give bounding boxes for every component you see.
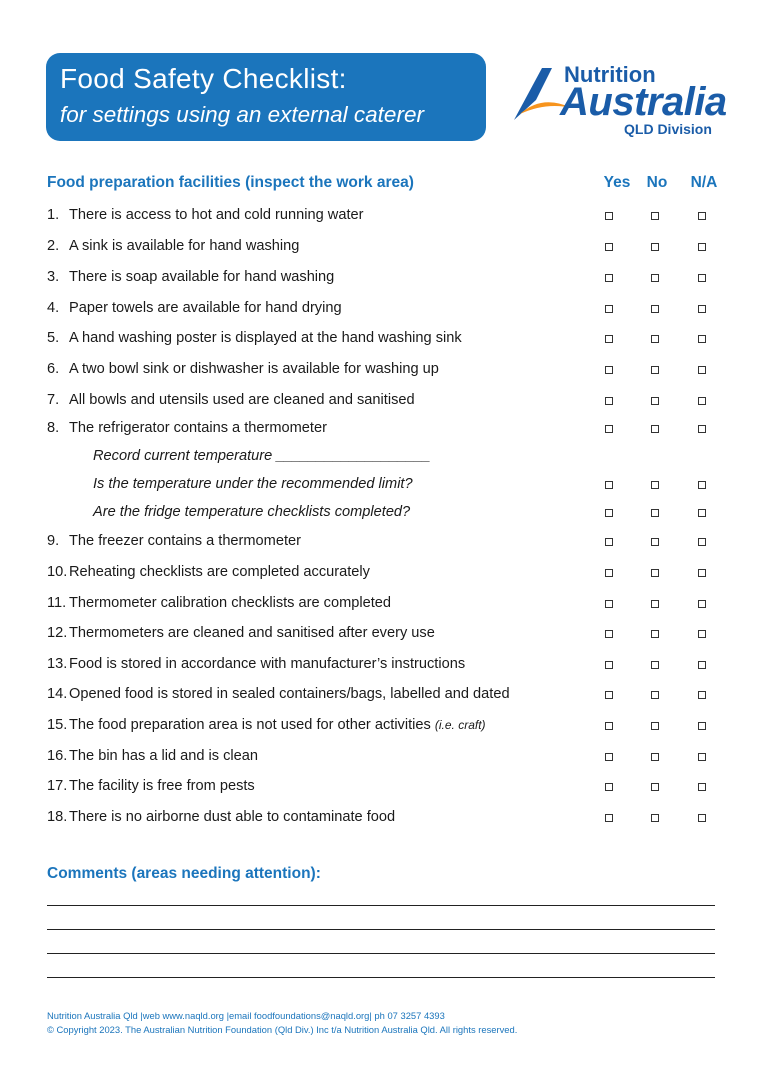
item-number: 3. — [47, 269, 60, 285]
item-text-main: The facility is free from pests — [69, 778, 255, 794]
item-number: 8. — [47, 420, 60, 436]
logo-division: QLD Division — [624, 121, 712, 137]
checkbox-na[interactable] — [698, 366, 706, 374]
comment-line[interactable] — [47, 905, 715, 906]
checkbox-yes[interactable] — [605, 661, 613, 669]
checklist-item — [0, 595, 768, 619]
checkbox-yes[interactable] — [605, 274, 613, 282]
comment-line[interactable] — [47, 953, 715, 954]
checkbox-yes[interactable] — [605, 814, 613, 822]
item-text-main: The bin has a lid and is clean — [69, 748, 259, 764]
item-number: 1. — [47, 207, 60, 223]
checkbox-no[interactable] — [651, 600, 659, 608]
item-number: 2. — [47, 238, 60, 254]
checkbox-no[interactable] — [651, 212, 659, 220]
checkbox-na[interactable] — [698, 212, 706, 220]
footer-contact: Nutrition Australia Qld |web www.naqld.org |email foodfoundations@naqld.org| ph 07 3257 4393 — [47, 1010, 445, 1021]
checklist-item — [0, 717, 768, 741]
checkbox-yes[interactable] — [605, 212, 613, 220]
title-banner — [46, 53, 486, 141]
checkbox-na[interactable] — [698, 569, 706, 577]
nutrition-australia-logo — [512, 58, 727, 142]
item-text — [69, 717, 486, 733]
checklist-item — [0, 392, 768, 416]
comment-line[interactable] — [47, 977, 715, 978]
comment-line[interactable] — [47, 929, 715, 930]
item-text-main: All bowls and utensils used are cleaned and sanitised — [69, 392, 415, 408]
checkbox-no[interactable] — [651, 630, 659, 638]
item-text — [69, 533, 301, 549]
checkbox-yes[interactable] — [605, 630, 613, 638]
checklist-item — [0, 420, 768, 444]
checkbox-no[interactable] — [651, 691, 659, 699]
document-subtitle: for settings using an external caterer — [60, 102, 424, 127]
item-text — [69, 809, 395, 825]
item-text-main: Record current temperature ___________________ — [93, 448, 431, 464]
checklist-item — [0, 625, 768, 649]
checkbox-no[interactable] — [651, 538, 659, 546]
checkbox-yes[interactable] — [605, 397, 613, 405]
checklist-item — [0, 656, 768, 680]
footer-copyright: © Copyright 2023. The Australian Nutrition Foundation (Qld Div.) Inc t/a Nutrition Australia Qld. All rights reserved. — [47, 1024, 518, 1035]
checkbox-no[interactable] — [651, 397, 659, 405]
checkbox-yes[interactable] — [605, 305, 613, 313]
item-number: 7. — [47, 392, 60, 408]
checkbox-yes[interactable] — [605, 509, 613, 517]
item-text-main: There is no airborne dust able to contaminate food — [69, 809, 396, 825]
checkbox-no[interactable] — [651, 243, 659, 251]
item-text-main: Is the temperature under the recommended limit? — [93, 476, 413, 492]
checkbox-na[interactable] — [698, 397, 706, 405]
comments-heading: Comments (areas needing attention): — [47, 865, 321, 882]
checkbox-no[interactable] — [651, 509, 659, 517]
item-text-main: The refrigerator contains a thermometer — [69, 420, 327, 436]
checklist-item — [0, 533, 768, 557]
checklist-item — [0, 330, 768, 354]
item-text — [69, 748, 258, 764]
item-text-main: There is soap available for hand washing — [69, 269, 335, 285]
checklist-item — [0, 361, 768, 385]
item-text — [93, 476, 413, 492]
logo-word-australia: Australia — [560, 80, 727, 124]
checkbox-na[interactable] — [698, 305, 706, 313]
checkbox-yes[interactable] — [605, 569, 613, 577]
checkbox-no[interactable] — [651, 366, 659, 374]
item-number: 9. — [47, 533, 60, 549]
checkbox-yes[interactable] — [605, 366, 613, 374]
item-number: 18. — [47, 809, 68, 825]
checklist-item — [0, 564, 768, 588]
item-text — [69, 238, 299, 254]
item-text-main: A two bowl sink or dishwasher is available for washing up — [69, 361, 439, 377]
item-text-main: A sink is available for hand washing — [69, 238, 300, 254]
checkbox-no[interactable] — [651, 425, 659, 433]
checkbox-na[interactable] — [698, 691, 706, 699]
checkbox-yes[interactable] — [605, 538, 613, 546]
checkbox-yes[interactable] — [605, 722, 613, 730]
checkbox-na[interactable] — [698, 335, 706, 343]
checkbox-no[interactable] — [651, 569, 659, 577]
item-text-main: Thermometers are cleaned and sanitised after every use — [69, 625, 435, 641]
checkbox-no[interactable] — [651, 661, 659, 669]
checkbox-na[interactable] — [698, 753, 706, 761]
item-number: 14. — [47, 686, 68, 702]
checklist-item — [0, 300, 768, 324]
item-text-main: Reheating checklists are completed accurately — [69, 564, 370, 580]
checkbox-na[interactable] — [698, 814, 706, 822]
item-text — [69, 625, 435, 641]
document-title: Food Safety Checklist: — [60, 63, 347, 94]
item-number: 10. — [47, 564, 68, 580]
column-no-header: No — [646, 174, 668, 191]
item-text — [69, 778, 255, 794]
item-text — [69, 595, 391, 611]
item-text — [69, 300, 342, 316]
checkbox-na[interactable] — [698, 722, 706, 730]
item-text-main: The freezer contains a thermometer — [69, 533, 301, 549]
item-number: 17. — [47, 778, 68, 794]
item-text-main: A hand washing poster is displayed at the hand washing sink — [69, 330, 462, 346]
checkbox-yes[interactable] — [605, 335, 613, 343]
item-text-main: Food is stored in accordance with manufacturer’s instructions — [69, 656, 466, 672]
checkbox-no[interactable] — [651, 783, 659, 791]
item-number: 12. — [47, 625, 68, 641]
checklist-item — [0, 748, 768, 772]
checkbox-yes[interactable] — [605, 481, 613, 489]
checklist-item — [0, 686, 768, 710]
item-text — [69, 686, 510, 702]
item-number: 6. — [47, 361, 60, 377]
item-text-main: Opened food is stored in sealed containers/bags, labelled and dated — [69, 686, 510, 702]
item-text — [69, 330, 462, 346]
checkbox-na[interactable] — [698, 274, 706, 282]
logo-word-nutrition: Nutrition — [564, 62, 656, 87]
checkbox-no[interactable] — [651, 753, 659, 761]
checklist-item — [0, 207, 768, 231]
item-number: 13. — [47, 656, 68, 672]
item-text — [69, 564, 370, 580]
item-note: (i.e. craft) — [434, 718, 486, 732]
checklist-item — [0, 809, 768, 833]
checkbox-no[interactable] — [651, 274, 659, 282]
checkbox-yes[interactable] — [605, 691, 613, 699]
item-text-main: There is access to hot and cold running water — [69, 207, 364, 223]
item-text — [69, 269, 334, 285]
checklist-subitem — [0, 476, 768, 500]
section-heading: Food preparation facilities (inspect the work area) — [47, 174, 414, 191]
checkbox-no[interactable] — [651, 814, 659, 822]
checkbox-na[interactable] — [698, 630, 706, 638]
checkbox-yes[interactable] — [605, 243, 613, 251]
checkbox-na[interactable] — [698, 538, 706, 546]
item-text-main: The food preparation area is not used for other activities — [69, 717, 431, 733]
checklist-subitem — [0, 504, 768, 528]
column-na-header: N/A — [690, 174, 718, 191]
item-number: 11. — [47, 595, 67, 611]
item-text-main: Paper towels are available for hand drying — [69, 300, 342, 316]
item-text — [69, 420, 327, 436]
checkbox-na[interactable] — [698, 481, 706, 489]
item-number: 5. — [47, 330, 60, 346]
item-text — [93, 504, 410, 520]
checkbox-na[interactable] — [698, 509, 706, 517]
checkbox-no[interactable] — [651, 335, 659, 343]
item-text — [69, 361, 439, 377]
checkbox-yes[interactable] — [605, 600, 613, 608]
checklist-subitem — [0, 448, 768, 472]
column-yes-header: Yes — [603, 174, 631, 191]
checklist-item — [0, 269, 768, 293]
checkbox-na[interactable] — [698, 243, 706, 251]
checklist-item — [0, 238, 768, 262]
checkbox-no[interactable] — [651, 481, 659, 489]
checkbox-na[interactable] — [698, 783, 706, 791]
item-text — [69, 207, 363, 223]
item-text — [93, 448, 431, 464]
checkbox-na[interactable] — [698, 661, 706, 669]
checkbox-yes[interactable] — [605, 753, 613, 761]
checkbox-yes[interactable] — [605, 425, 613, 433]
item-text — [69, 656, 465, 672]
item-number: 16. — [47, 748, 68, 764]
item-number: 4. — [47, 300, 60, 316]
checkbox-no[interactable] — [651, 305, 659, 313]
checkbox-no[interactable] — [651, 722, 659, 730]
checkbox-na[interactable] — [698, 425, 706, 433]
item-text-main: Are the fridge temperature checklists completed? — [93, 504, 411, 520]
item-text-main: Thermometer calibration checklists are completed — [69, 595, 392, 611]
checklist-item — [0, 778, 768, 802]
item-number: 15. — [47, 717, 68, 733]
item-text — [69, 392, 415, 408]
checkbox-na[interactable] — [698, 600, 706, 608]
checkbox-yes[interactable] — [605, 783, 613, 791]
